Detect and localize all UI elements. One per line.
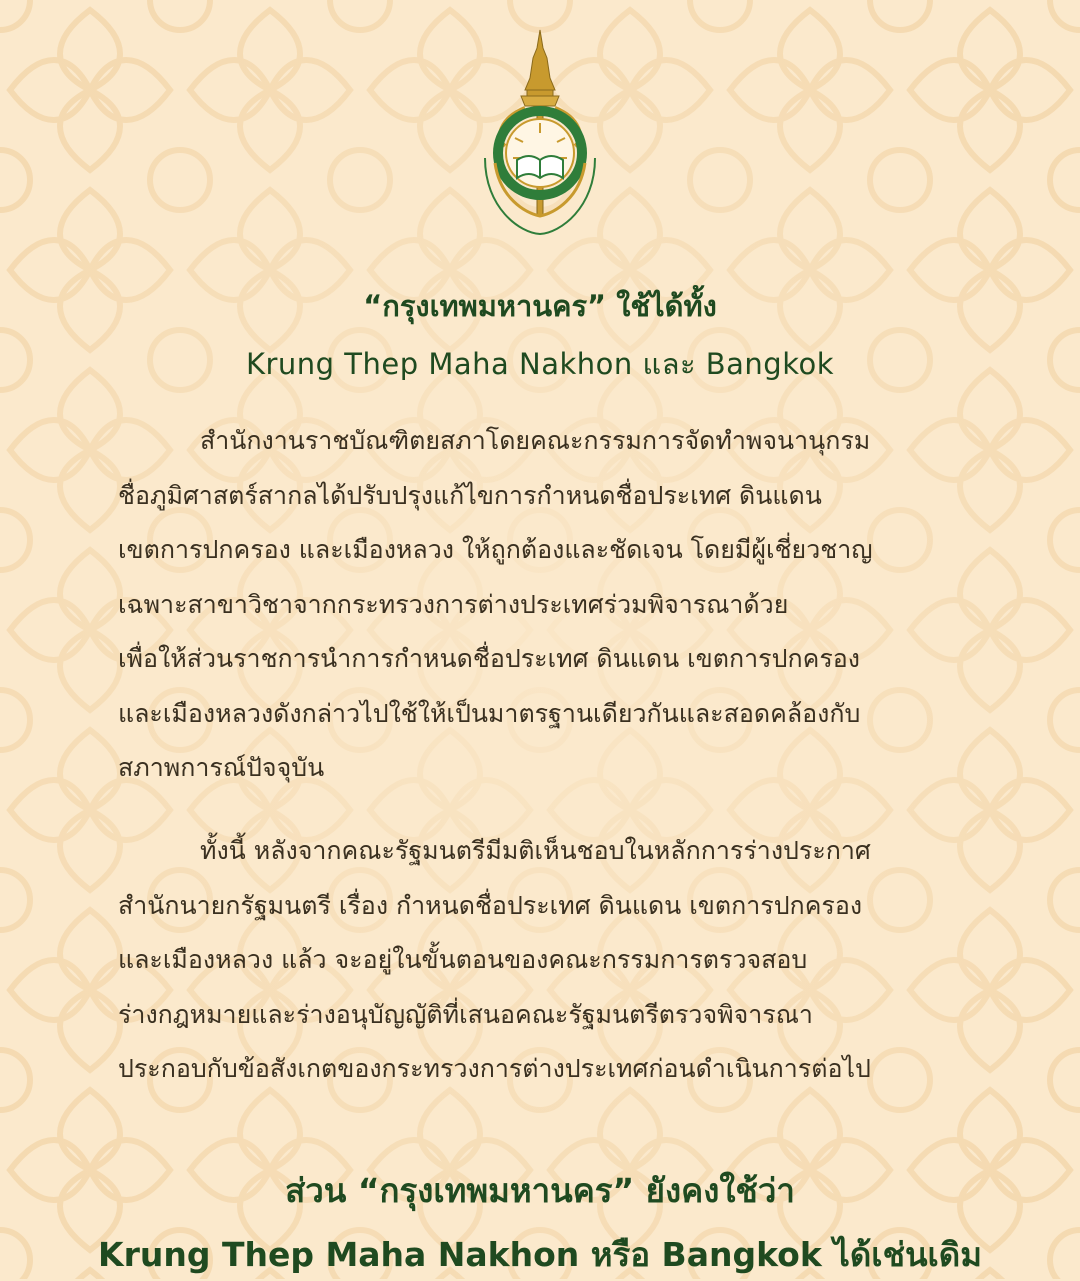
paragraph-line: เขตการปกครอง และเมืองหลวง ให้ถูกต้องและชัดเจน โดยมีผู้เชี่ยวชาญ — [118, 535, 873, 564]
paragraph-line: ทั้งนี้ หลังจากคณะรัฐมนตรีมีมติเห็นชอบในหลักการร่างประกาศ — [200, 836, 871, 865]
paragraph-line: เพื่อให้ส่วนราชการนำการกำหนดชื่อประเทศ ดินแดน เขตการปกครอง — [118, 644, 860, 673]
page-title-english: Krung Thep Maha Nakhon และ Bangkok — [245, 347, 835, 381]
paragraph-line: และเมืองหลวงดังกล่าวไปใช้ให้เป็นมาตรฐานเดียวกันและสอดคล้องกับ — [118, 698, 861, 728]
paragraph-line: ประกอบกับข้อสังเกตของกระทรวงการต่างประเทศก่อนดำเนินการต่อไป — [118, 1054, 871, 1083]
paragraph-line: ชื่อภูมิศาสตร์สากลได้ปรับปรุงแก้ไขการกำหนดชื่อประเทศ ดินแดน — [118, 480, 822, 510]
conclusion-line-thai: ส่วน “กรุงเทพมหานคร” ยังคงใช้ว่า — [285, 1171, 795, 1210]
page-title-thai: “กรุงเทพมหานคร” ใช้ได้ทั้ง — [363, 289, 717, 323]
paragraph-2 — [118, 824, 953, 1097]
paragraph-line: ร่างกฎหมายและร่างอนุบัญญัติที่เสนอคณะรัฐมนตรีตรวจพิจารณา — [118, 999, 813, 1029]
paragraph-line: สำนักนายกรัฐมนตรี เรื่อง กำหนดชื่อประเทศ ดินแดน เขตการปกครอง — [118, 890, 863, 920]
paragraph-line: สภาพการณ์ปัจจุบัน — [118, 753, 325, 782]
paragraph-1 — [118, 414, 953, 796]
paragraph-line: และเมืองหลวง แล้ว จะอยู่ในขั้นตอนของคณะกรรมการตรวจสอบ — [118, 945, 808, 974]
paragraph-line: สำนักงานราชบัณฑิตยสภาโดยคณะกรรมการจัดทำพจนานุกรม — [200, 426, 871, 455]
conclusion-line-english: Krung Thep Maha Nakhon หรือ Bangkok ได้เช่นเดิม — [98, 1235, 982, 1274]
royal-society-emblem-icon — [455, 28, 625, 238]
paragraph-line: เฉพาะสาขาวิชาจากกระทรวงการต่างประเทศร่วมพิจารณาด้วย — [118, 589, 789, 619]
